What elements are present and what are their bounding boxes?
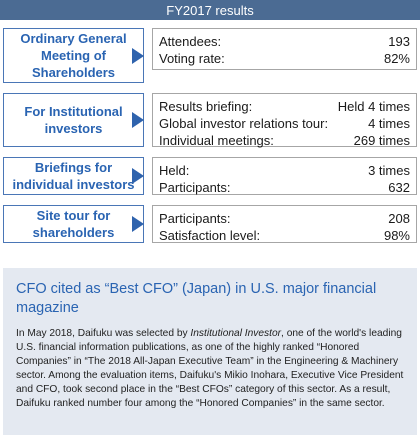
cfo-body-text: , one of the world's leading U.S. financial information publications, as one of the highly ranked “Honored Companies” in “The 2018 All-Japan Executive Team” in the Engineering & Machinery sector. Among the evaluation items, Daifuku's Mikio Inohara, Executive Vice President and CFO, took second place in the “Best CFOs” category of this sector. As a result, Daifuku ranked number four among the “Honored Companies” in the same sector.	[16, 328, 404, 409]
detail-line	[159, 227, 410, 244]
detail-label: Held:	[159, 163, 190, 178]
detail-label: Satisfaction level:	[159, 228, 261, 243]
detail-label: Results briefing:	[159, 99, 253, 114]
results-header	[0, 0, 420, 20]
detail-value: 208	[388, 211, 410, 226]
detail-value: 269 times	[353, 133, 410, 148]
row-details	[152, 93, 417, 147]
arrow-right-icon	[132, 48, 144, 64]
row-details	[152, 205, 417, 243]
row-label-box	[3, 205, 144, 243]
detail-line	[159, 115, 410, 132]
detail-label: Participants:	[159, 180, 231, 195]
detail-label: Individual meetings:	[159, 133, 274, 148]
row-label: Site tour for shareholders	[32, 208, 115, 240]
row-label: Briefings for individual investors	[12, 160, 135, 192]
arrow-right-icon	[132, 112, 144, 128]
row-label-box	[3, 28, 144, 83]
detail-line	[159, 50, 410, 67]
detail-line	[159, 132, 410, 149]
detail-line	[159, 179, 410, 196]
detail-value: 193	[388, 34, 410, 49]
detail-line	[159, 98, 410, 115]
arrow-right-icon	[132, 216, 144, 232]
detail-value: 98%	[383, 228, 410, 243]
detail-label: Voting rate:	[159, 51, 225, 66]
cfo-body-text: In May 2018, Daifuku was selected by	[16, 328, 191, 339]
detail-label: Global investor relations tour:	[159, 116, 329, 131]
cfo-publication-name: Institutional Investor	[190, 328, 282, 339]
row-label-box	[3, 157, 144, 195]
header-title: FY2017 results	[166, 2, 254, 18]
detail-value: 632	[388, 180, 410, 195]
row-label-box	[3, 93, 144, 147]
detail-line	[159, 162, 410, 179]
detail-value: 3 times	[368, 163, 410, 178]
row-details	[152, 28, 417, 70]
detail-label: Attendees:	[159, 34, 222, 49]
cfo-title: CFO cited as “Best CFO” (Japan) in U.S. major financial magazine	[16, 281, 377, 316]
detail-line	[159, 210, 410, 227]
arrow-right-icon	[132, 168, 144, 184]
row-label: Ordinary General Meeting of Shareholders	[20, 31, 127, 80]
detail-line	[159, 33, 410, 50]
detail-value: 82%	[383, 51, 410, 66]
cfo-award-panel	[3, 268, 417, 435]
detail-value: 4 times	[368, 116, 410, 131]
row-label: For Institutional investors	[24, 104, 123, 136]
detail-label: Participants:	[159, 211, 231, 226]
cfo-body	[16, 327, 405, 411]
detail-value: Held 4 times	[337, 99, 410, 114]
row-details	[152, 157, 417, 195]
